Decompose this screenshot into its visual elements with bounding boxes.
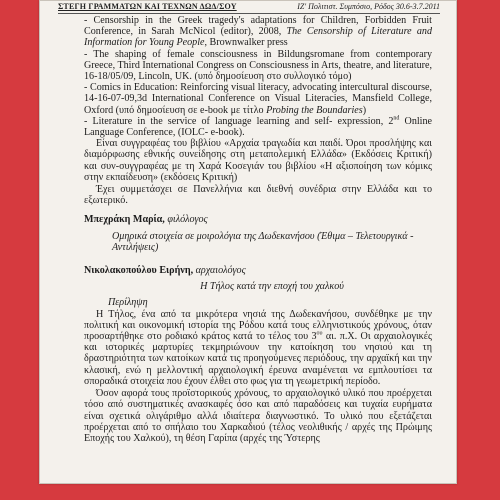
abstract-paragraph: Όσον αφορά τους προϊστορικούς χρόνους, το αρχαιολογικό υλικό που προέρχεται τόσο από συστηματικές ανασκαφές όσο και από παραδόσεις και τυχαία ευρήματα είναι σχετικά ολιγάριθμο αλλά ιδιαίτερα διαγνωστικό. Το υλικό που εξετάζεται προέρχεται από το σπήλαιο του Χαρκαδιού (τέλος νεολιθικής / αρχές της Πρώιμης Εποχής του Χαλκού), τη θέση Γαρίπα (αρχές της Ύστερης (84, 388, 432, 444)
header-right: ΙΖ' Πολιτιστ. Συμπόσιο, Ρόδος 30.6-3.7.2011 (297, 2, 440, 11)
page-content (84, 15, 432, 445)
speaker-name: Νικολακοπούλου Ειρήνη, αρχαιολόγος (84, 265, 246, 277)
bio-paragraph: Είναι συγγραφέας του βιβλίου «Αρχαία τραγωδία και παιδί. Όροι προσλήψης και διαμόρφωσης εθνικής συνείδησης στη μεταπολεμική Ελλάδα» (Εκδόσεις Κριτική) και συν-συγγραφέας με τη Χαρά Κοσεγιάν του βιβλίου «Η αξιοποίηση των κόμικς στην εκπαίδευση» (εκδόσεις Κριτική) (84, 138, 432, 183)
talk-title: Ομηρικά στοιχεία σε μοιρολόγια της Δωδεκανήσου (Έθιμα – Τελετουργικά - Αντιλήψεις) (112, 230, 414, 253)
document-page (39, 0, 457, 484)
list-item: - Censorship in the Greek tragedy's adaptations for Children, Forbidden Fruit Conference, in Sarah McNicol (editor), 2008, The Censorship of Literature and Information for Young People, Brownwalker press (84, 15, 432, 49)
list-item: - Literature in the service of language learning and self- expression, 2nd Online Language Conference, (IOLC- e-book). (84, 115, 432, 139)
talk-title: Η Τήλος κατά την εποχή του χαλκού (200, 281, 344, 293)
list-item: - The shaping of female consciousness in Bildungsromane from contemporary Greece, Third International Congress on Consciousness in Arts, theatre, and literature, 16-18/05/09, Lincoln, UK. (υπό δημοσίευση στο συλλογικό τόμο) (84, 48, 432, 83)
abstract-paragraph: Η Τήλος, ένα από τα μικρότερα νησιά της Δωδεκανήσου, συνδέθηκε με την πολιτική και οικονομική ιστορία της Ρόδου κατά τους ελληνιστικούς χρόνους, όταν προσαρτήθηκε στο ροδιακό κράτος κατά το τέλος του $3^{o\upsilon}$ αι. π.Χ. Οι αρχαιολογικές και ιστορικές μαρτυρίες τεκμηριώνουν την κατοίκηση του νησιού και τη δραστηριότητα των κατοίκων κατά τις προηγούμενες περιόδους, την αρχαϊκή και την κλασική, ενώ η μελλοντική αρχαιολογική έρευνα αναμένεται να εμπλουτίσει τα σποραδικά στοιχεία που έχουν έλθει στο φως για τη γεωμετρική περίοδο. (84, 308, 432, 387)
abstract-label: Περίληψη (108, 297, 148, 309)
bio-paragraph: Έχει συμμετάσχει σε Πανελλήνια και διεθνή συνέδρια στην Ελλάδα και το εξωτερικό. (84, 184, 432, 207)
header-left: ΣΤΕΓΗ ΓΡΑΜΜΑΤΩΝ ΚΑΙ ΤΕΧΝΩΝ ΔΩΔ/ΣΟΥ (58, 2, 237, 11)
speaker-name: Μπεχράκη Μαρία, φιλόλογος (84, 214, 208, 226)
running-header (58, 1, 440, 14)
list-item: - Comics in Education: Reinforcing visual literacy, advocating intercultural discourse, 14-16-07-09,3d International Conference on Visual Literacies, Mansfield College, Oxford (υπό δημοσίευση σε e-book με τίτλο Probing the Boundaries) (84, 82, 432, 116)
